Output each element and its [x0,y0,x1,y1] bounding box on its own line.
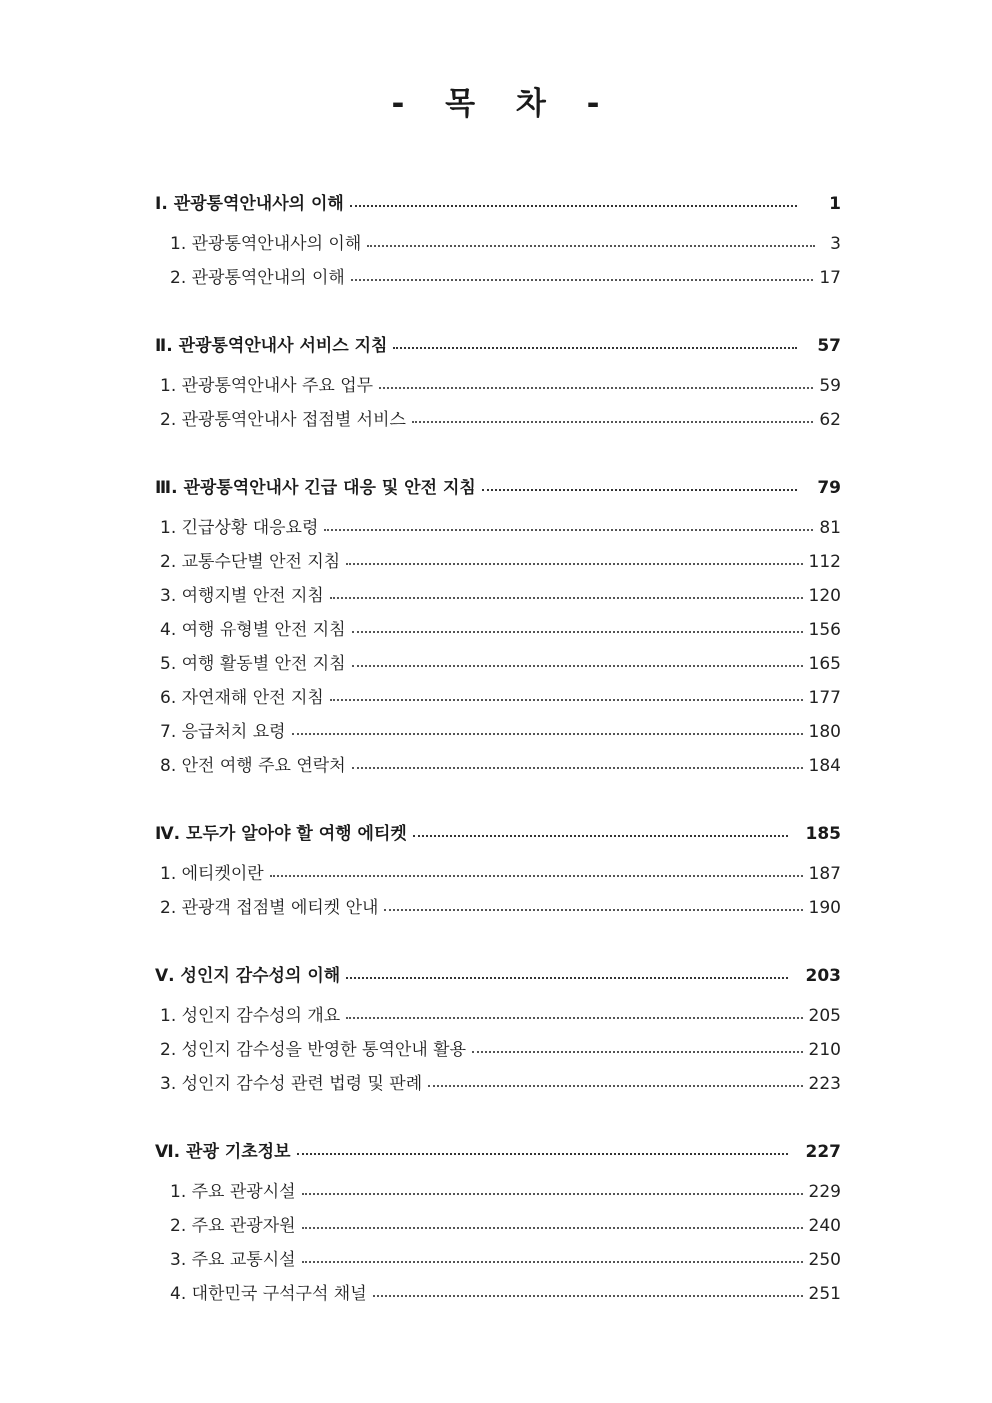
dot-leader [346,1017,802,1019]
toc-item[interactable] [0,1240,992,1270]
dot-leader [413,835,788,837]
dot-leader [352,767,803,769]
toc-item-page: 3 [830,234,841,254]
toc-section-page: 203 [805,966,841,986]
toc-item-page: 62 [819,410,841,430]
toc-item[interactable] [0,400,992,430]
toc-section-title: Ⅰ. 관광통역안내사의 이해 [155,194,344,214]
toc-item[interactable] [0,576,992,606]
dot-leader [302,1261,803,1263]
toc-item-title: 2. 관광통역안내사 접점별 서비스 [160,410,406,430]
toc-section-title: Ⅴ. 성인지 감수성의 이해 [155,966,341,986]
page-title: - 목 차 - [391,86,601,122]
dot-leader [384,909,802,911]
toc-item[interactable] [0,1172,992,1202]
toc-item[interactable] [0,1206,992,1236]
toc-item-title: 1. 긴급상황 대응요령 [160,518,319,538]
toc-section-title: Ⅲ. 관광통역안내사 긴급 대응 및 안전 지침 [155,478,476,498]
toc-item-page: 251 [808,1284,841,1304]
toc-item-title: 2. 관광객 접점별 에티켓 안내 [160,898,379,918]
toc-item[interactable] [0,854,992,884]
toc-section-title: Ⅱ. 관광통역안내사 서비스 지침 [155,336,388,356]
toc-item-title: 2. 성인지 감수성을 반영한 통역안내 활용 [160,1040,466,1060]
toc-item-title: 1. 에티켓이란 [160,864,264,884]
toc-section-page: 185 [805,824,841,844]
toc-item-page: 81 [819,518,841,538]
dot-leader [302,1227,803,1229]
dot-leader [324,529,813,531]
toc-item[interactable] [0,746,992,776]
toc-item-page: 223 [808,1074,841,1094]
dot-leader [346,977,787,979]
toc-item[interactable] [0,1274,992,1304]
toc-item[interactable] [0,678,992,708]
toc-section-6[interactable] [0,1132,992,1162]
toc-item[interactable] [0,508,992,538]
dot-leader [292,733,803,735]
toc-item-title: 1. 관광통역안내사 주요 업무 [160,376,374,396]
toc-item-page: 112 [808,552,841,572]
toc-item-page: 165 [808,654,841,674]
dot-leader [330,699,803,701]
toc-section-4[interactable] [0,814,992,844]
toc-item-title: 1. 성인지 감수성의 개요 [160,1006,341,1026]
toc-item[interactable] [0,888,992,918]
toc-item-page: 205 [808,1006,841,1026]
toc-item-title: 2. 교통수단별 안전 지침 [160,552,341,572]
toc-item-page: 210 [808,1040,841,1060]
dot-leader [346,563,802,565]
dot-leader [350,205,797,207]
toc-section-page: 227 [805,1142,841,1162]
dot-leader [351,279,814,281]
toc-item-title: 8. 안전 여행 주요 연락처 [160,756,346,776]
toc-item-page: 190 [808,898,841,918]
dot-leader [297,1153,788,1155]
dot-leader [330,597,803,599]
toc-item-page: 177 [808,688,841,708]
toc-item[interactable] [0,542,992,572]
toc-section-page: 79 [817,478,841,498]
toc-item-title: 7. 응급처치 요령 [160,722,286,742]
dot-leader [352,631,803,633]
toc-item[interactable] [0,366,992,396]
toc-item[interactable] [0,712,992,742]
toc-item-page: 250 [808,1250,841,1270]
toc-item[interactable] [0,996,992,1026]
toc-section-page: 1 [829,194,841,214]
toc-item-title: 1. 관광통역안내사의 이해 [170,234,362,254]
toc-item-page: 17 [819,268,841,288]
toc-section-title: Ⅵ. 관광 기초정보 [155,1142,291,1162]
toc-item-title: 3. 성인지 감수성 관련 법령 및 판례 [160,1074,423,1094]
toc-item[interactable] [0,644,992,674]
toc-item-title: 2. 주요 관광자원 [170,1216,296,1236]
dot-leader [302,1193,803,1195]
dot-leader [379,387,813,389]
dot-leader [428,1085,802,1087]
toc-section-title: Ⅳ. 모두가 알아야 할 여행 에티켓 [155,824,407,844]
dot-leader [373,1295,803,1297]
dot-leader [270,875,803,877]
toc-item-page: 240 [808,1216,841,1236]
toc-item-title: 3. 여행지별 안전 지침 [160,586,324,606]
toc-item[interactable] [0,224,992,254]
dot-leader [352,665,803,667]
toc-item-title: 2. 관광통역안내의 이해 [170,268,345,288]
toc-item-title: 5. 여행 활동별 안전 지침 [160,654,346,674]
toc-item-page: 180 [808,722,841,742]
dot-leader [412,421,813,423]
toc-section-3[interactable] [0,468,992,498]
toc-item-page: 187 [808,864,841,884]
toc-item-title: 3. 주요 교통시설 [170,1250,296,1270]
toc-item[interactable] [0,1030,992,1060]
toc-item[interactable] [0,258,992,288]
toc-item-title: 6. 자연재해 안전 지침 [160,688,324,708]
toc-item-title: 4. 대한민국 구석구석 채널 [170,1284,367,1304]
toc-item-title: 4. 여행 유형별 안전 지침 [160,620,346,640]
dot-leader [482,489,797,491]
toc-item[interactable] [0,610,992,640]
toc-item-page: 156 [808,620,841,640]
dot-leader [367,245,815,247]
toc-item-page: 120 [808,586,841,606]
toc-section-5[interactable] [0,956,992,986]
toc-item-page: 59 [819,376,841,396]
toc-item-title: 1. 주요 관광시설 [170,1182,296,1202]
toc-item-page: 229 [808,1182,841,1202]
toc-item[interactable] [0,1064,992,1094]
dot-leader [393,347,797,349]
dot-leader [472,1051,803,1053]
toc-section-1[interactable] [0,184,992,214]
toc-item-page: 184 [808,756,841,776]
toc-section-2[interactable] [0,326,992,356]
toc-section-page: 57 [817,336,841,356]
